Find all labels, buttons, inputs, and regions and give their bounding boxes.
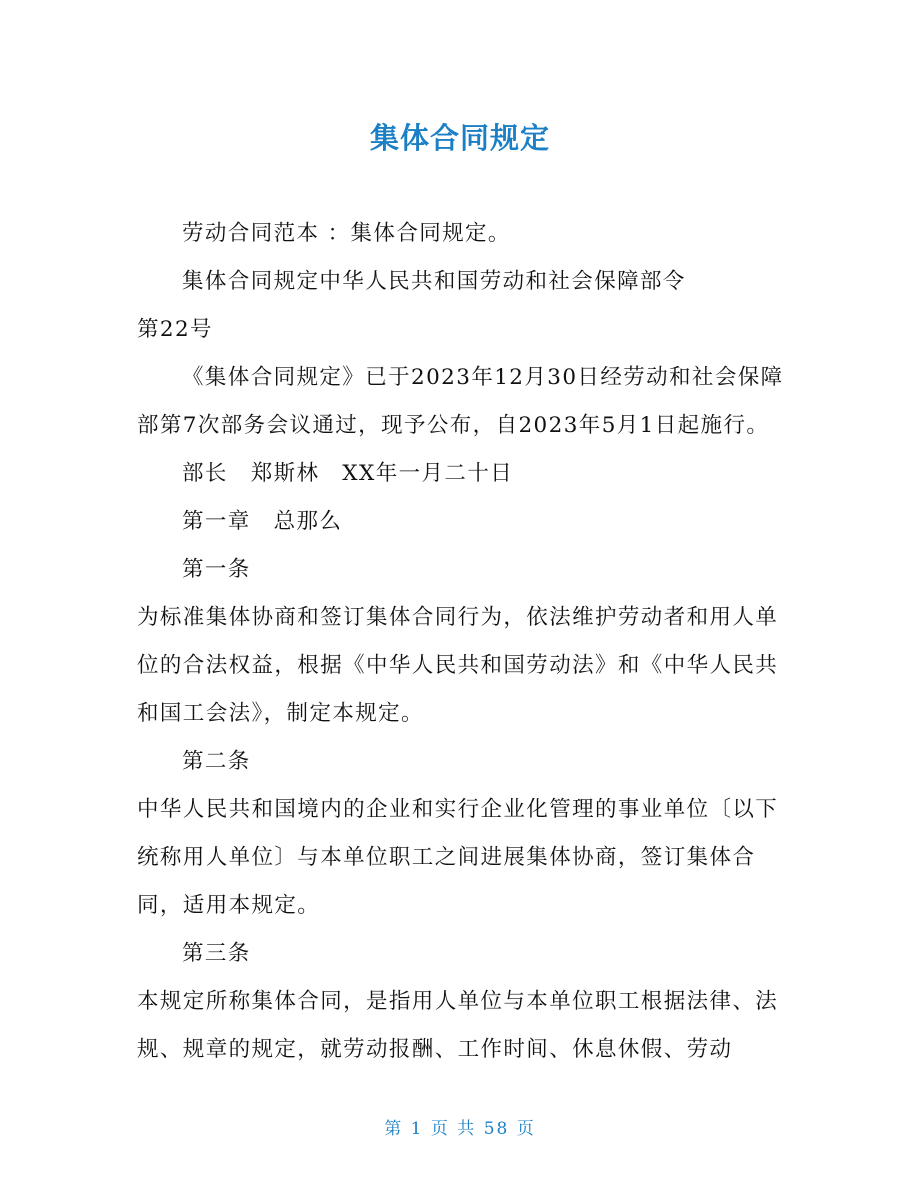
article-heading: 第二条 bbox=[182, 749, 251, 774]
article-heading: 第一条 bbox=[182, 557, 251, 582]
paragraph: 《集体合同规定》已于2023年12月30日经劳动和社会保障部第7次部务会议通过，现予公布，自2023年5月1日起施行。 bbox=[137, 365, 784, 438]
paragraph: 第22号 bbox=[137, 317, 213, 342]
document-body bbox=[137, 210, 787, 1074]
page-number: 第 1 页 共 58 页 bbox=[384, 1119, 536, 1139]
article-heading: 第三条 bbox=[182, 941, 251, 966]
signature-line: 部长 郑斯林 XX年一月二十日 bbox=[182, 461, 514, 486]
paragraph: 本规定所称集体合同，是指用人单位与本单位职工根据法律、法规、规章的规定，就劳动报酬、工作时间、休息休假、劳动 bbox=[137, 989, 779, 1062]
chapter-heading: 第一章 总那么 bbox=[182, 509, 343, 534]
paragraph: 集体合同规定中华人民共和国劳动和社会保障部令 bbox=[182, 269, 686, 294]
paragraph: 劳动合同范本 ：集体合同规定。 bbox=[182, 221, 511, 246]
paragraph: 中华人民共和国境内的企业和实行企业化管理的事业单位〔以下统称用人单位〕与本单位职工之间进展集体协商，签订集体合同，适用本规定。 bbox=[137, 797, 779, 918]
document-title: 集体合同规定 bbox=[369, 121, 550, 155]
paragraph: 为标准集体协商和签订集体合同行为，依法维护劳动者和用人单位的合法权益，根据《中华人民共和国劳动法》和《中华人民共和国工会法》，制定本规定。 bbox=[137, 605, 779, 726]
